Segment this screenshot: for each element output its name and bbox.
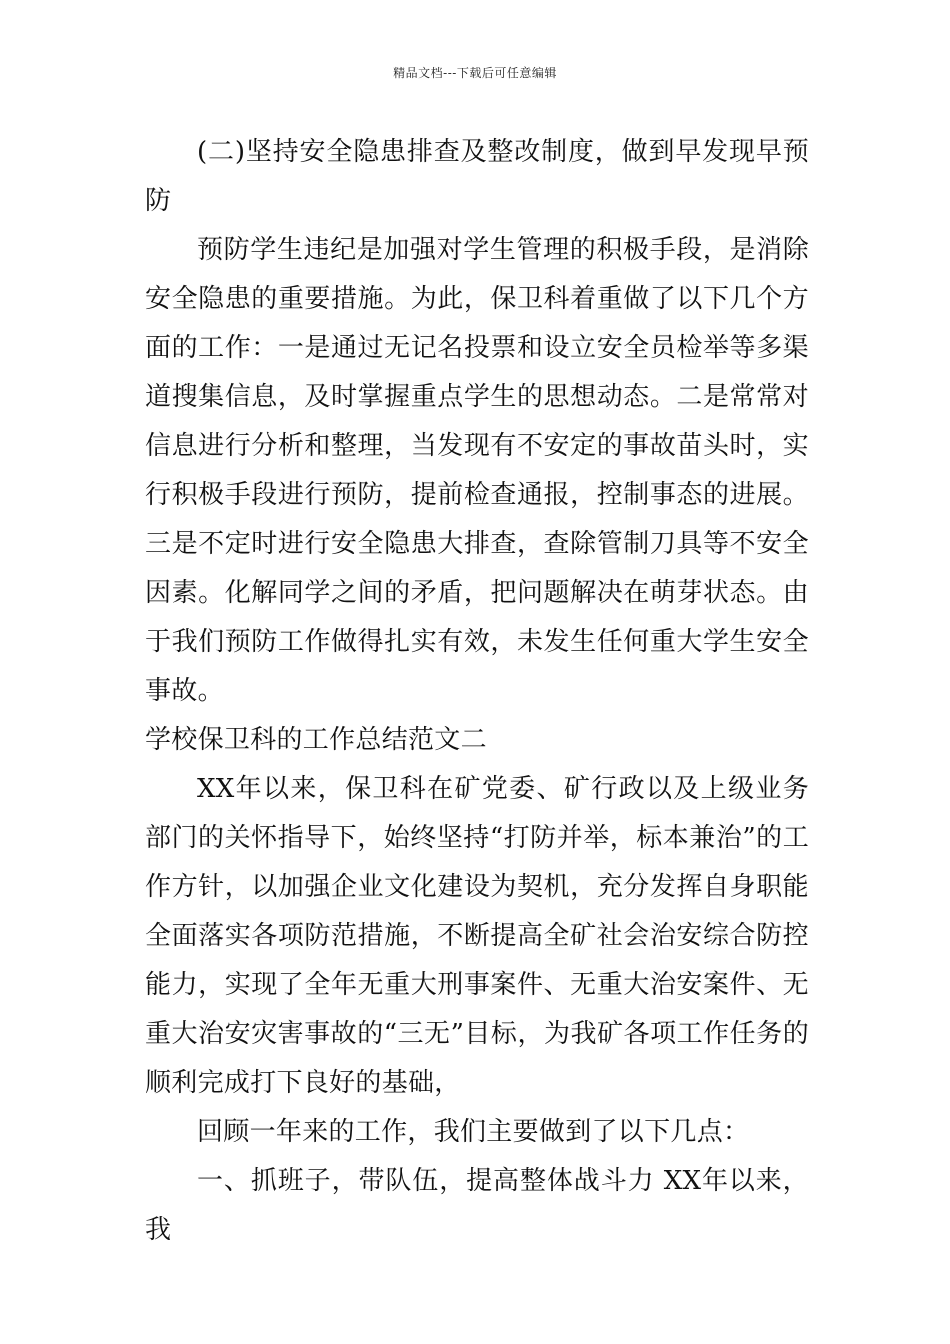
document-title: 学校保卫科的工作总结范文二 — [145, 725, 487, 755]
body-paragraph: 回顾一年来的工作，我们主要做到了以下几点： — [197, 1117, 750, 1147]
body-paragraph: XX年以来，保卫科在矿党委、矿行政以及上级业务部门的关怀指导下，始终坚持“打防并举，标本兼治”的工作方针，以加强企业文化建设为契机，充分发挥自身职能全面落实各项防范措施，不断提高全矿社会治安综合防控能力，实现了全年无重大刑事案件、无重大治安案件、无重大治安灾害事故的“三无”目标，为我矿各项工作任务的顺利完成打下良好的基础， — [145, 774, 809, 1098]
document-body — [145, 128, 809, 1255]
page-header: 精品文档---下载后可任意编辑 — [393, 66, 557, 80]
section-heading-paragraph: (二)坚持安全隐患排查及整改制度，做到早发现早预防 — [145, 137, 809, 216]
body-paragraph: 一、抓班子，带队伍，提高整体战斗力 XX年以来，我 — [145, 1166, 809, 1245]
body-paragraph: 预防学生违纪是加强对学生管理的积极手段，是消除安全隐患的重要措施。为此，保卫科着重做了以下几个方面的工作：一是通过无记名投票和设立安全员检举等多渠道搜集信息，及时掌握重点学生的思想动态。二是常常对信息进行分析和整理，当发现有不安定的事故苗头时，实行积极手段进行预防，提前检查通报，控制事态的进展。三是不定时进行安全隐患大排查，查除管制刀具等不安全因素。化解同学之间的矛盾，把问题解决在萌芽状态。由于我们预防工作做得扎实有效，未发生任何重大学生安全事故。 — [145, 235, 809, 706]
